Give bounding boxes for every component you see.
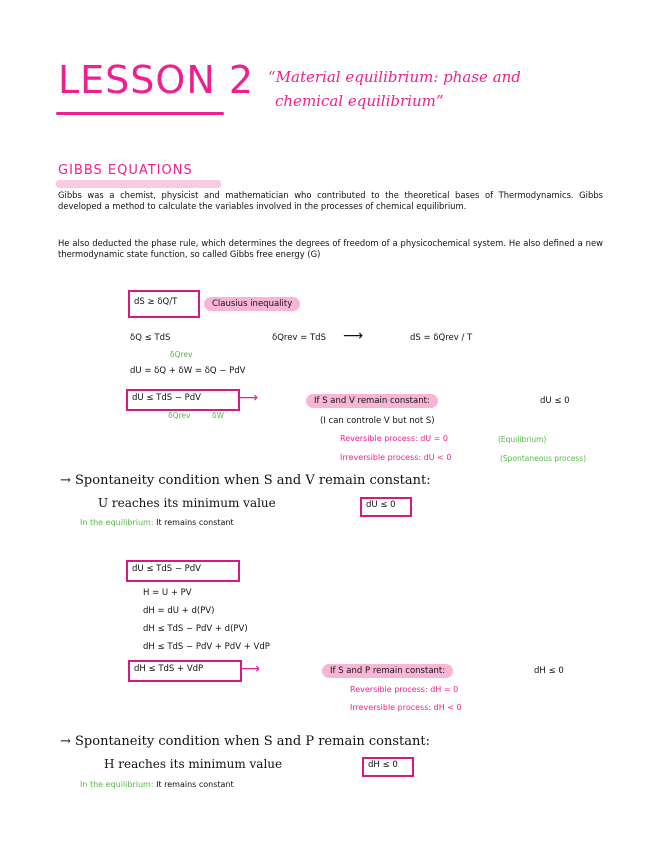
block1-sub2: δW [212, 411, 225, 420]
block2-reach: H reaches its minimum value [104, 757, 283, 771]
paragraph-1: Gibbs was a chemist, physicist and mathematician who contributed to the theoretical bases of Thermodynamics. Gibbs developed a method to calculate the variables involved in the processes of chemical equilibrium. [58, 190, 603, 211]
section-highlight [56, 180, 221, 188]
block2-l2: dH = dU + d(PV) [143, 606, 215, 616]
block1-rev-note: (Equilibrium) [498, 435, 547, 444]
block1-eq-label: In the equilibrium: [80, 518, 154, 527]
block1-condition: If S and V remain constant: [306, 394, 438, 408]
block1-sub1: δQrev [168, 411, 191, 420]
clausius-line2: dU = δQ + δW = δQ − PdV [130, 366, 246, 376]
block2-eq-label: In the equilibrium: [80, 780, 154, 789]
clausius-label: Clausius inequality [204, 297, 300, 311]
clausius-rev-eq: δQrev = TdS [272, 333, 326, 343]
subtitle-line2: chemical equilibrium” [275, 92, 444, 110]
block2-equilibrium-note [80, 780, 234, 789]
block1-condition-result: dU ≤ 0 [540, 396, 570, 406]
block1-rev: Reversible process: dU = 0 [340, 434, 449, 443]
block2-rev: Reversible process: dH = 0 [350, 685, 459, 694]
title-underline [56, 112, 224, 115]
block1-note: (I can controle V but not S) [320, 416, 435, 426]
clausius-result: dS = δQrev / T [410, 333, 473, 343]
lesson-title: LESSON 2 [58, 58, 255, 102]
block2-condition-result: dH ≤ 0 [534, 666, 564, 676]
block2-result: dH ≤ TdS + VdP [134, 664, 204, 674]
block1-irrev-note: (Spontaneous process) [500, 454, 587, 463]
block2-l3: dH ≤ TdS − PdV + d(PV) [143, 624, 248, 634]
spontaneity-heading-1-text: Spontaneity condition when S and V remain constant: [75, 473, 431, 488]
block1-reach-box-text: dU ≤ 0 [366, 500, 396, 510]
block1-equilibrium-note [80, 518, 234, 527]
spontaneity-heading-2-text: Spontaneity condition when S and P remain constant: [75, 734, 430, 749]
block2-irrev: Irreversible process: dH < 0 [350, 703, 462, 712]
clausius-line1: δQ ≤ TdS [130, 333, 171, 343]
block2-l1: H = U + PV [143, 588, 192, 598]
arrow-icon-pink-2: ⟶ [240, 661, 261, 677]
block2-condition: If S and P remain constant: [322, 664, 453, 678]
clausius-line1-sub: δQrev [170, 350, 193, 359]
block1-eq: dU ≤ TdS − PdV [132, 393, 201, 403]
spontaneity-heading-2: → Spontaneity condition when S and P remain constant: [60, 734, 430, 749]
section-title: GIBBS EQUATIONS [58, 163, 193, 178]
block2-eq: dU ≤ TdS − PdV [132, 564, 201, 574]
block1-eq-text: It remains constant [156, 518, 234, 527]
arrow-icon: ⟶ [343, 328, 364, 344]
clausius-eq: dS ≥ δQ/T [134, 297, 178, 307]
paragraph-2: He also deducted the phase rule, which determines the degrees of freedom of a physicochemical system. He also defined a new thermodynamic state function, so called Gibbs free energy (G) [58, 238, 603, 259]
block1-reach: U reaches its minimum value [98, 496, 276, 510]
block2-reach-box-text: dH ≤ 0 [368, 760, 398, 770]
arrow-icon-pink: ⟶ [238, 390, 259, 406]
block2-l4: dH ≤ TdS − PdV + PdV + VdP [143, 642, 270, 652]
block2-eq-text: It remains constant [156, 780, 234, 789]
block1-irrev: Irreversible process: dU < 0 [340, 453, 452, 462]
subtitle-line1: “Material equilibrium: phase and [268, 68, 521, 86]
spontaneity-heading-1: → Spontaneity condition when S and V remain constant: [60, 473, 431, 488]
